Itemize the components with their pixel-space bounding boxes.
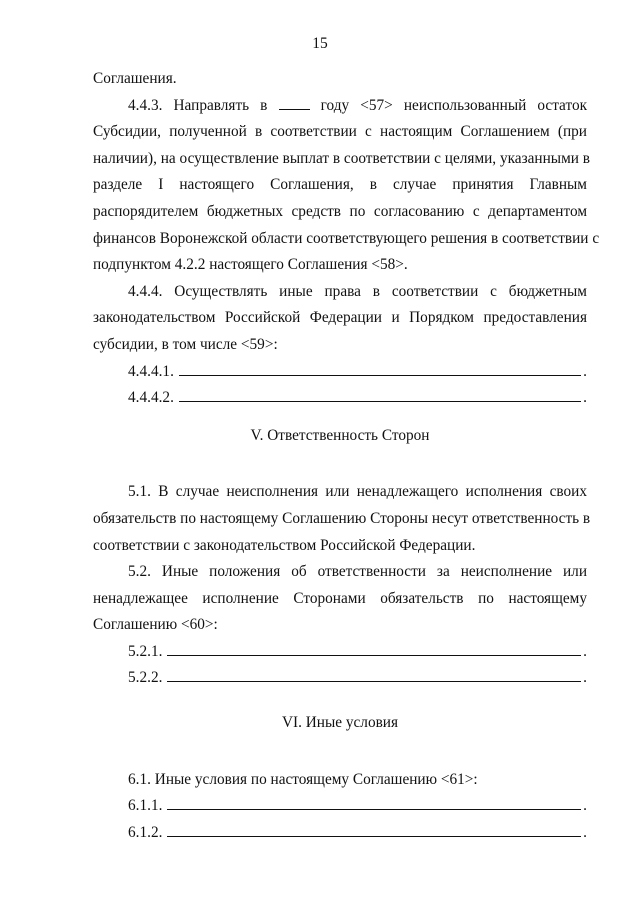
fill-line-6-1-2: 6.1.2. . <box>93 820 587 847</box>
text-line: распорядителем бюджетных средств по согласованию с департаментом <box>93 202 587 220</box>
text-line: ненадлежащее исполнение Сторонами обязательств по настоящему <box>93 589 587 607</box>
clause-5-1-line: 5.1. В случае неисполнения или ненадлежащего исполнения своих <box>128 483 587 501</box>
clause-4-4-4-line: 4.4.4. Осуществлять иные права в соответствии с бюджетным <box>128 282 587 300</box>
fill-line-6-1-1: 6.1.1. . <box>93 793 587 820</box>
text-line: финансов Воронежской области соответствующего решения в соответствии с <box>93 229 600 247</box>
blank-rule <box>179 359 581 376</box>
year-blank-field <box>279 94 310 110</box>
text-line: обязательств по настоящему Соглашению Стороны несут ответственность в <box>93 509 591 527</box>
text-line: Соглашению <60>: <box>93 616 218 634</box>
clause-5-2-line: 5.2. Иные положения об ответственности за неисполнение или <box>128 563 587 581</box>
text-line: соответствии с законодательством Российской Федерации. <box>93 536 476 554</box>
text-line: подпунктом 4.2.2 настоящего Соглашения <58>. <box>93 256 408 274</box>
fill-line-5-2-1: 5.2.1. . <box>93 639 587 666</box>
section-heading-vi: VI. Иные условия <box>281 714 399 732</box>
text-line: субсидии, в том числе <59>: <box>93 335 278 353</box>
page-number: 15 <box>312 35 328 52</box>
blank-rule <box>167 639 581 656</box>
clause-6-1-line: 6.1. Иные условия по настоящему Соглашению <61>: <box>128 770 478 788</box>
blank-rule <box>179 385 581 402</box>
blank-rule <box>167 665 581 682</box>
fill-line-4-4-4-2: 4.4.4.2. . <box>93 385 587 412</box>
fill-line-5-2-2: 5.2.2. . <box>93 665 587 692</box>
blank-rule <box>167 793 581 810</box>
text-line: законодательством Российской Федерации и Порядком предоставления <box>93 309 587 327</box>
blank-rule <box>167 820 581 837</box>
clause-4-4-3-line: 4.4.3. Направлять в году <57> неиспользованный остаток <box>93 93 587 120</box>
text-line: Субсидии, полученной в соответствии с настоящим Соглашением (при <box>93 123 587 141</box>
text-line: разделе I настоящего Соглашения, в случае принятия Главным <box>93 176 587 194</box>
text-line: наличии), на осуществление выплат в соответствии с целями, указанными в <box>93 149 590 167</box>
fill-line-4-4-4-1: 4.4.4.1. . <box>93 359 587 386</box>
document-body <box>93 66 600 846</box>
text-line: Соглашения. <box>93 70 177 87</box>
section-heading-v: V. Ответственность Сторон <box>250 426 430 444</box>
